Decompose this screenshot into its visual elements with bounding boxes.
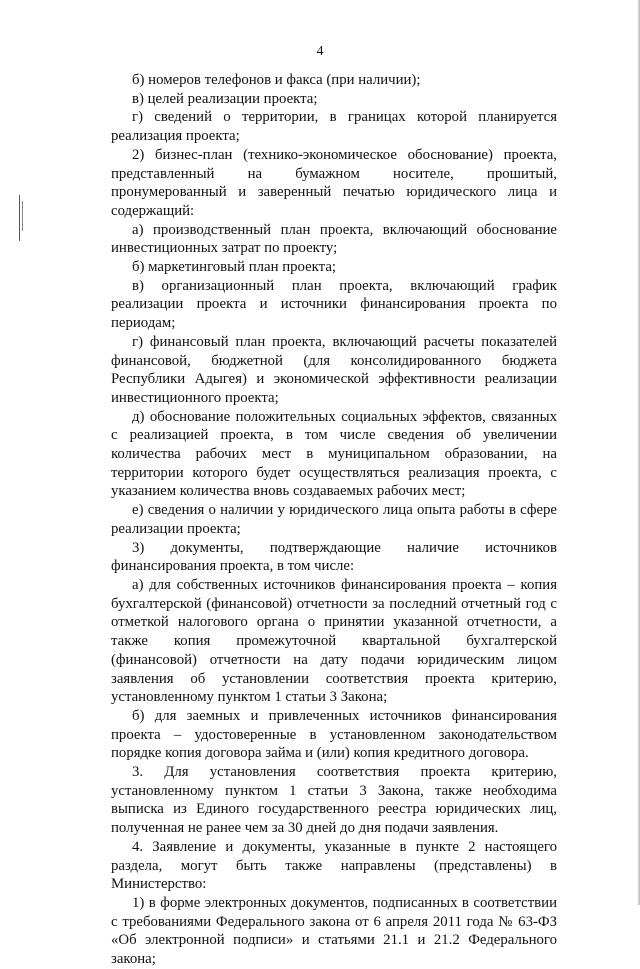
paragraph: б) маркетинговый план проекта; [132, 259, 336, 276]
paragraph: д) обоснование положительных социальных эффектов, связанных с реализацией проекта, в том числе сведения об увеличении количества рабочих мест в муниципальном образовании, на территории которого будет осуществляться реализация проекта, с указанием количества вновь создаваемых рабочих мест; [111, 408, 557, 500]
paragraph: б) для заемных и привлеченных источников финансирования проекта – удостоверенные в установленном законодательством порядке копия договора займа и (или) копия кредитного договора. [111, 707, 557, 762]
paragraph: 3. Для установления соответствия проекта критерию, установленному пунктом 1 статьи 3 Закона, также необходима выписка из Единого государственного реестра юридических лиц, полученная не ранее чем за 30 дней до дня подачи заявления. [111, 764, 557, 837]
page-number: 4 [316, 44, 324, 59]
paragraph: б) номеров телефонов и факса (при наличии); [132, 72, 421, 88]
paragraph: е) сведения о наличии у юридического лица опыта работы в сфере реализации проекта; [111, 502, 557, 537]
paragraph: 4. Заявление и документы, указанные в пункте 2 настоящего раздела, могут быть также направлены (представлены) в Министерство: [111, 838, 557, 893]
margin-mark-secondary [22, 201, 23, 231]
margin-mark [19, 195, 20, 241]
paragraph: в) организационный план проекта, включающий график реализации проекта и источники финансирования проекта по периодам; [111, 277, 557, 332]
paragraph: 2) бизнес-план (технико-экономическое обоснование) проекта, представленный на бумажном носителе, прошитый, пронумерованный и заверенный печатью юридического лица и содержащий: [111, 146, 557, 219]
paragraph: в) целей реализации проекта; [132, 90, 318, 107]
paragraph: 3) документы, подтверждающие наличие источников финансирования проекта, в том числе: [111, 539, 557, 575]
paragraph: 1) в форме электронных документов, подписанных в соответствии с требованиями Федерального закона от 6 апреля 2011 года № 63-ФЗ «Об электронной подписи» и статьями 21.1 и 21.2 Федерального закона; [111, 894, 557, 968]
paragraph: г) финансовый план проекта, включающий расчеты показателей финансовой, бюджетной (для консолидированного бюджета Республики Адыгея) и экономической эффективности реализации инвестиционного проекта; [111, 333, 557, 406]
paragraph: а) для собственных источников финансирования проекта – копия бухгалтерской (финансовой) отчетности за последний отчетный год с отметкой налогового органа о принятии указанной отчетности, а также копия промежуточной квартальной бухгалтерской (финансовой) отчетности на дату подачи юридическим лицом заявления об установлении соответствия проекта критерию, установленному пунктом 1 статьи 3 Закона; [111, 576, 557, 706]
document-body [111, 71, 557, 969]
paragraph: а) производственный план проекта, включающий обоснование инвестиционных затрат по проекту; [111, 221, 557, 257]
paragraph: г) сведений о территории, в границах которой планируется реализация проекта; [111, 109, 557, 145]
